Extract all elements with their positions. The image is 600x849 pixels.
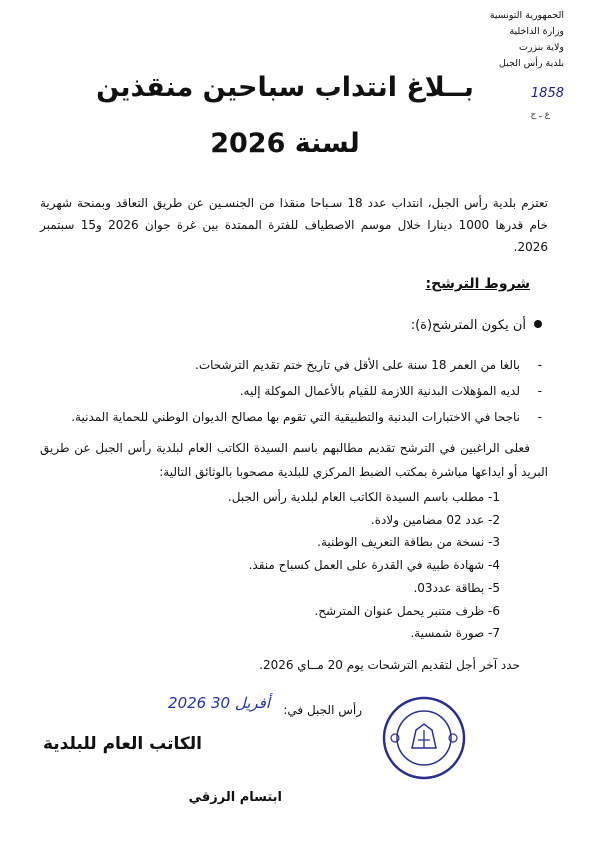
dash-icon: -	[537, 384, 542, 398]
dash-icon: -	[537, 358, 542, 372]
list-item: 5- بطاقة عدد03.	[413, 580, 500, 595]
list-item: 3- نسخة من بطاقة التعريف الوطنية.	[317, 535, 500, 550]
signatory-position: الكاتب العام للبلدية	[42, 734, 202, 754]
condition-item: -بالغا من العمر 18 سنة على الأقل في تاريخ ختم تقديم الترشحات.	[195, 358, 542, 372]
official-seal-icon	[382, 696, 466, 780]
bullet-icon	[534, 320, 542, 328]
condition-item: -لديه المؤهلات البدنية اللازمة للقيام بالأعمال الموكلة إليه.	[239, 384, 542, 398]
page-title: بــلاغ انتداب سباحين منقذين	[96, 72, 474, 103]
municipality-line: بلدية رأس الجبل	[498, 58, 564, 69]
list-item: 2- عدد 02 مضامين ولادة.	[370, 512, 500, 527]
deadline-text: حدد آخر أجل لتقديم الترشحات يوم 20 مــاي 2026.	[259, 658, 520, 672]
republic-line: الجمهورية التونسية	[489, 10, 564, 21]
intro-paragraph: تعتزم بلدية رأس الجبل، انتداب عدد 18 سـباحا منقذا من الجنسـين عن طريق التعاقد وبمنحة شهرية خام قدرها 1000 دينارا خلال موسم الاصطياف للفترة الممتدة بين غرة جوان 2026 و15 سبتمبر 2026.	[40, 196, 549, 254]
list-item: 4- شهادة طبية في القدرة على العمل كسباح منقذ.	[248, 558, 500, 573]
dash-icon: -	[537, 410, 542, 424]
conditions-title: شروط الترشح:	[425, 276, 530, 292]
year-line: لسنة 2026	[210, 128, 360, 159]
ministry-line: وزارة الداخلية	[509, 26, 564, 37]
place-date-label: رأس الجبل في:	[283, 703, 362, 717]
letterhead	[474, 8, 564, 72]
governorate-line: ولاية بنزرت	[518, 42, 564, 53]
reference-number: 1858	[530, 86, 564, 101]
application-paragraph: فعلى الراغبين في الترشح تقديم مطالبهم باسم السيدة الكاتب العام لبلدية رأس الجبل عن طريق البريد أو ايداعها مباشرة بمكتب الضبط المركزي للبلدية مصحوبا بالوثائق التالية:	[40, 441, 548, 479]
date-stamp: 2026 أفريل 30	[168, 694, 270, 712]
list-item: 6- ظرف متنبر يحمل عنوان المترشح.	[314, 603, 500, 618]
condition-item: -ناجحا في الاختبارات البدنية والتطبيقية التي تقوم بها مصالح الديوان الوطني للحماية المدنية.	[71, 410, 542, 424]
list-item: 1- مطلب باسم السيدة الكاتب العام لبلدية رأس الجبل.	[227, 490, 500, 504]
conditions-intro: أن يكون المترشح(ة):	[410, 318, 526, 333]
reference-code: ع ـ ج	[530, 110, 550, 120]
list-item: 7- صورة شمسية.	[410, 626, 500, 641]
documents-list	[228, 486, 500, 645]
signatory-name: ابتسام الرزقي	[188, 790, 282, 805]
